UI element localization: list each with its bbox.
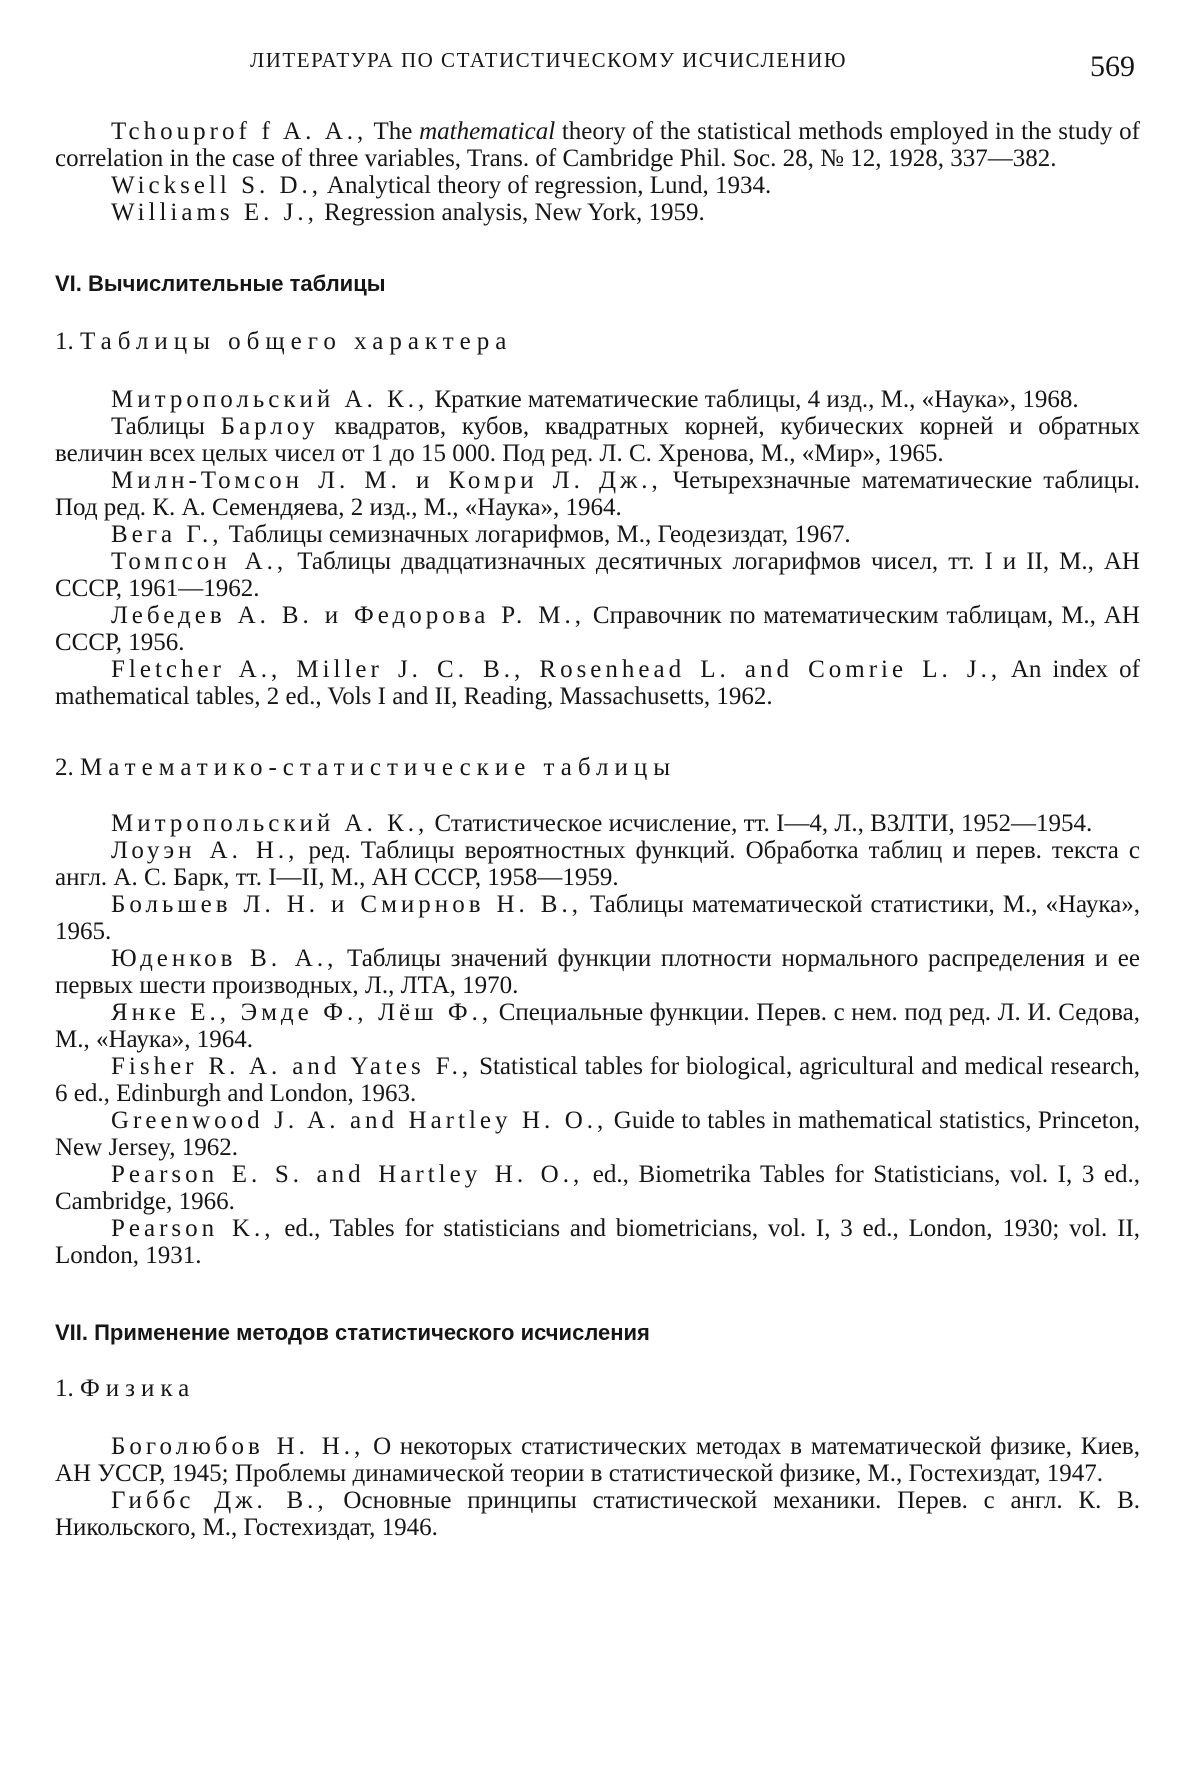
reference-text: The (367, 118, 420, 145)
reference-text: Четырехзначные математические таблицы. Под ред. К. А. Семендяева, 2 изд., М., «Наука», 1964. (55, 467, 1141, 521)
reference-entry (55, 1487, 1140, 1541)
running-head: ЛИТЕРАТУРА ПО СТАТИСТИЧЕСКОМУ ИСЧИСЛЕНИЮ (250, 48, 848, 72)
reference-italic: mathematical (419, 118, 556, 145)
reference-author: Williams E. J., (111, 199, 318, 226)
reference-text: Специальные функции. Перев. с нем. под ред. Л. И. Седова, М., «Наука», 1964. (55, 999, 1140, 1053)
page-content (55, 118, 1140, 1541)
subsection-title: Физика (80, 1375, 196, 1402)
reference-entry (55, 1107, 1140, 1161)
reference-text: Statistical tables for biological, agricultural and medical research, 6 ed., Edinburgh and London, 1963. (55, 1053, 1141, 1107)
reference-author: Fisher R. A. and Yates F., (111, 1053, 473, 1080)
reference-entry (55, 199, 1140, 226)
reference-text: An index of mathematical tables, 2 ed., Vols I and II, Reading, Massachusetts, 1962. (55, 656, 1140, 710)
subsection-title: Математико-статистические таблицы (80, 754, 676, 781)
reference-entry (55, 1161, 1140, 1215)
reference-author: Tchouprof f A. A., (111, 118, 368, 145)
reference-entry (55, 656, 1140, 710)
reference-text: Краткие математические таблицы, 4 изд., М., «Наука», 1968. (428, 386, 1079, 413)
reference-entry (55, 172, 1140, 199)
reference-author: Томпсон А., (111, 548, 288, 575)
subsection-heading (55, 328, 1140, 356)
reference-author: Большев Л. Н. и Смирнов Н. В., (111, 891, 582, 918)
reference-text: Таблицы семизначных логарифмов, М., Геодезиздат, 1967. (222, 521, 851, 548)
reference-text: О некоторых статистических методах в математической физике, Киев, АН УССР, 1945; Проблемы динамической теории в статистической физике, М., Гостехиздат, 1947. (55, 1433, 1140, 1487)
reference-text: Guide to tables in mathematical statistics, Princeton, New Jersey, 1962. (55, 1107, 1140, 1161)
reference-author: Лоуэн А. Н., (111, 837, 299, 864)
reference-entry (55, 467, 1140, 521)
subsection-number: 2. (55, 754, 74, 781)
reference-entry (55, 810, 1140, 837)
reference-entry (55, 1215, 1140, 1269)
reference-entry (55, 999, 1140, 1053)
reference-text: theory of the statistical methods employed in the study of correlation in the case of three variables, Trans. of Cambridge Phil. Soc. 28, № 12, 1928, 337—382. (55, 118, 1140, 172)
subsection-heading (55, 1375, 1140, 1403)
reference-author: Митропольский А. К., (111, 386, 429, 413)
reference-text: Справочник по математическим таблицам, М., АН СССР, 1956. (55, 602, 1140, 656)
section-heading: VII. Применение методов статистического исчисления (55, 1320, 650, 1345)
reference-entry (55, 548, 1140, 602)
reference-entry (55, 386, 1140, 413)
reference-list (55, 810, 1140, 1269)
reference-author: Fletcher A., Miller J. C. B., Rosenhead L. and Comrie L. J., (111, 656, 1002, 683)
reference-entry (55, 118, 1140, 172)
subsection-heading (55, 754, 1140, 782)
reference-entry (55, 945, 1140, 999)
section-heading: VI. Вычислительные таблицы (55, 271, 386, 296)
reference-list (55, 386, 1140, 710)
reference-author: Гиббс Дж. В., (111, 1487, 328, 1514)
reference-author: Барлоу (220, 413, 319, 440)
reference-author: Вега Г., (111, 521, 223, 548)
reference-text: ed., Biometrika Tables for Statisticians, vol. I, 3 ed., Cambridge, 1966. (55, 1161, 1140, 1215)
reference-text: Regression analysis, New York, 1959. (317, 199, 705, 226)
reference-author: Милн-Томсон Л. М. и Комри Л. Дж., (111, 467, 662, 494)
reference-text: ред. Таблицы вероятностных функций. Обработка таблиц и перев. текста с англ. А. С. Барк, тт. I—II, М., АН СССР, 1958—1959. (55, 837, 1140, 891)
page-number: 569 (1090, 50, 1135, 83)
reference-text: Таблицы двадцатизначных десятичных логарифмов чисел, тт. I и II, М., АН СССР, 1961—1962. (55, 548, 1140, 602)
reference-author: Pearson K., (111, 1215, 275, 1242)
reference-entry (55, 891, 1140, 945)
reference-entry (55, 1053, 1140, 1107)
reference-list (55, 1433, 1140, 1541)
reference-author: Лебедев А. В. и Федорова Р. М., (111, 602, 585, 629)
reference-entry (55, 837, 1140, 891)
reference-author: Юденков В. А., (111, 945, 338, 972)
reference-author: Боголюбов Н. Н., (111, 1433, 365, 1460)
reference-author: Pearson E. S. and Hartley H. O., (111, 1161, 584, 1188)
reference-text: Основные принципы статистической механики. Перев. с англ. К. В. Никольского, М., Гостехиздат, 1946. (55, 1487, 1141, 1541)
reference-entry (55, 602, 1140, 656)
reference-author: Митропольский А. К., (111, 810, 429, 837)
subsection-number: 1. (55, 1375, 74, 1402)
reference-text: Таблицы значений функции плотности нормального распределения и ее первых шести производных, Л., ЛТА, 1970. (55, 945, 1140, 999)
reference-text: Таблицы (111, 413, 221, 440)
reference-text: Таблицы математической статистики, М., «Наука», 1965. (55, 891, 1140, 945)
reference-text: квадратов, кубов, квадратных корней, кубических корней и обратных величин всех целых чисел от 1 до 15 000. Под ред. Л. С. Хренова, М., «Мир», 1965. (55, 413, 1141, 467)
reference-author: Greenwood J. A. and Hartley H. O., (111, 1107, 608, 1134)
reference-text: Статистическое исчисление, тт. I—4, Л., ВЗЛТИ, 1952—1954. (428, 810, 1093, 837)
reference-entry (55, 413, 1140, 467)
reference-author: Wicksell S. D., (111, 172, 323, 199)
reference-text: Analytical theory of regression, Lund, 1934. (322, 172, 772, 199)
subsection-number: 1. (55, 328, 74, 355)
reference-author: Янке Е., Эмде Ф., Лёш Ф., (111, 999, 493, 1026)
reference-entry (55, 521, 1140, 548)
reference-entry (55, 1433, 1140, 1487)
reference-text: ed., Tables for statisticians and biometricians, vol. I, 3 ed., London, 1930; vol. II, London, 1931. (55, 1215, 1140, 1269)
subsection-title: Таблицы общего характера (80, 328, 513, 355)
